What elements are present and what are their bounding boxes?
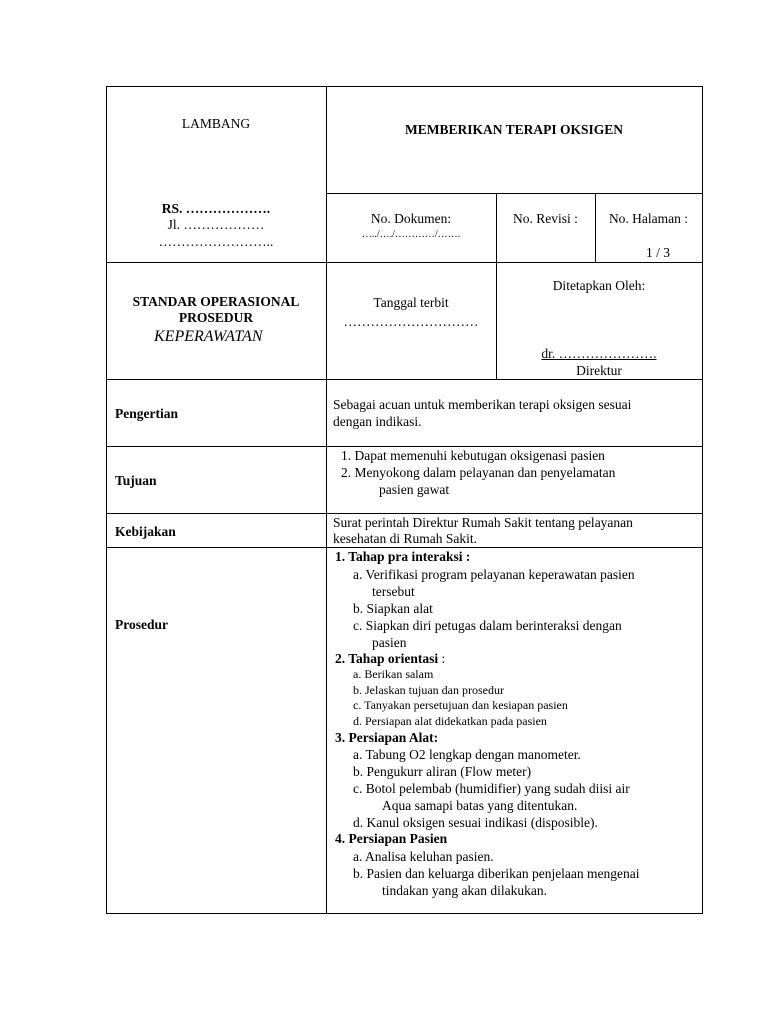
- prosedur-step-1a-cont: tersebut: [372, 584, 415, 599]
- prosedur-step-2-heading: [335, 650, 445, 667]
- prosedur-step-3d: d. Kanul oksigen sesuai indikasi (disposible).: [353, 815, 598, 830]
- border-right: [702, 86, 703, 914]
- signatory-title: Direktur: [576, 363, 622, 378]
- signatory-name: dr. ………………….: [541, 346, 657, 361]
- sop-title-line3: KEPERAWATAN: [154, 328, 263, 345]
- prosedur-step-2b: b. Jelaskan tujuan dan prosedur: [353, 683, 504, 697]
- prosedur-step-2c: c. Tanyakan persetujuan dan kesiapan pasien: [353, 698, 568, 712]
- border-bottom: [106, 913, 703, 914]
- kebijakan-text-line2: kesehatan di Rumah Sakit.: [333, 531, 477, 546]
- kebijakan-label: Kebijakan: [115, 524, 176, 539]
- prosedur-step-4b: b. Pasien dan keluarga diberikan penjelaan mengenai: [353, 866, 640, 881]
- divider-doc-row: [326, 193, 703, 194]
- prosedur-step-1c-cont: pasien: [372, 635, 407, 650]
- hospital-address: Jl. ………………: [167, 217, 265, 232]
- prosedur-step-4b-cont: tindakan yang akan dilakukan.: [382, 883, 547, 898]
- no-halaman-label: No. Halaman :: [608, 211, 689, 226]
- ditetapkan-label: Ditetapkan Oleh:: [552, 278, 646, 293]
- prosedur-step-3b: b. Pengukurr aliran (Flow meter): [353, 764, 532, 779]
- pengertian-text-line2: dengan indikasi.: [333, 414, 422, 429]
- prosedur-step-1a: a. Verifikasi program pelayanan keperawatan pasien: [353, 567, 635, 582]
- prosedur-step-4a: a. Analisa keluhan pasien.: [353, 849, 494, 864]
- border-top: [106, 86, 703, 87]
- divider-sop-row: [106, 262, 703, 263]
- pengertian-text-line1: Sebagai acuan untuk memberikan terapi oksigen sesuai: [333, 397, 632, 412]
- tujuan-item-2-cont: pasien gawat: [379, 482, 450, 497]
- no-halaman-value: 1 / 3: [645, 245, 670, 260]
- prosedur-step-2d: d. Persiapan alat didekatkan pada pasien: [353, 714, 547, 728]
- document-title: MEMBERIKAN TERAPI OKSIGEN: [404, 122, 624, 137]
- tujuan-item-1: 1. Dapat memenuhi kebutugan oksigenasi pasien: [341, 448, 605, 463]
- no-dokumen-label: No. Dokumen:: [370, 211, 452, 226]
- divider-halaman-column: [595, 193, 596, 262]
- sop-title-line1: STANDAR OPERASIONAL: [132, 294, 300, 309]
- prosedur-step-1b: b. Siapkan alat: [353, 601, 433, 616]
- tanggal-terbit-label: Tanggal terbit: [373, 295, 449, 310]
- prosedur-step-1-heading: 1. Tahap pra interaksi :: [335, 549, 471, 564]
- prosedur-step-3c: c. Botol pelembab (humidifier) yang sudah diisi air: [353, 781, 630, 796]
- no-revisi-label: No. Revisi :: [513, 211, 578, 226]
- pengertian-label: Pengertian: [115, 406, 178, 421]
- prosedur-step-2-colon: :: [438, 651, 446, 666]
- prosedur-step-3-heading: 3. Persiapan Alat:: [335, 730, 439, 745]
- sop-title-line2: PROSEDUR: [178, 310, 254, 325]
- tanggal-terbit-value: …………………………: [343, 314, 479, 329]
- tujuan-label: Tujuan: [115, 473, 157, 488]
- kebijakan-text-line1: Surat perintah Direktur Rumah Sakit tentang pelayanan: [333, 515, 633, 530]
- hospital-name: RS. ……………….: [161, 201, 271, 216]
- prosedur-step-3c-cont: Aqua samapi batas yang ditentukan.: [382, 798, 578, 813]
- prosedur-step-2-title: 2. Tahap orientasi: [335, 651, 439, 666]
- no-dokumen-value: …../…./…………/…….: [361, 229, 461, 240]
- prosedur-step-1c: c. Siapkan diri petugas dalam berinteraksi dengan: [353, 618, 622, 633]
- divider-pengertian-row: [106, 379, 703, 380]
- tujuan-item-2: 2. Menyokong dalam pelayanan dan penyelamatan: [341, 465, 616, 480]
- prosedur-step-4-heading: 4. Persiapan Pasien: [335, 831, 448, 846]
- lambang-label: LAMBANG: [181, 116, 251, 131]
- hospital-address-dots: ……………………..: [158, 234, 274, 249]
- prosedur-step-2a: a. Berikan salam: [353, 667, 434, 681]
- prosedur-label: Prosedur: [115, 617, 168, 632]
- prosedur-step-3a: a. Tabung O2 lengkap dengan manometer.: [353, 747, 581, 762]
